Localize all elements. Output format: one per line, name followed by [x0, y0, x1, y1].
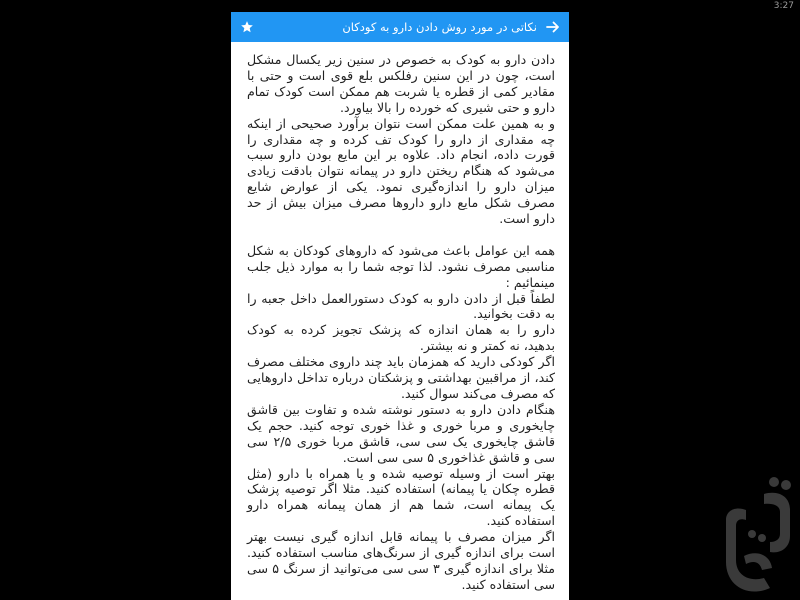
article-paragraph: اگر میزان مصرف با پیمانه قابل اندازه گیری نیست بهتر است برای اندازه گیری از سرنگ‌های مناسب استفاده کنید. مثلا برای اندازه گیری ۳ سی سی می‌توانید از سرنگ ۵ سی سی استفاده کنید. — [247, 529, 555, 592]
bazaar-logo-icon — [716, 476, 798, 596]
status-time: 3:27 — [773, 1, 794, 11]
star-icon — [240, 20, 254, 34]
article-paragraph: همه این عوامل باعث می‌شود که داروهای کودکان به شکل مناسبی مصرف نشود. لذا توجه شما را به موارد ذیل جلب مینمائیم : — [247, 242, 555, 290]
content-scroll-area[interactable] — [231, 42, 569, 600]
paragraph-gap — [247, 227, 555, 243]
arrow-right-icon — [546, 20, 560, 34]
app-bar — [231, 12, 569, 42]
article-paragraph: دادن دارو به کودک به خصوص در سنین زیر یکسال مشکل است، چون در این سنین رفلکس بلع قوی است و حتی با مقادیر کمی از قطره یا شربت هم ممکن است کودک تمام دارو و حتی شیری که خورده را بالا بیاورد. — [247, 52, 555, 115]
back-button[interactable] — [543, 17, 563, 37]
article-paragraph: هنگام دادن دارو به دستور نوشته شده و تفاوت بین قاشق چایخوری و مربا خوری و غذا خوری توجه کنید. حجم یک قاشق چایخوری یک سی سی، قاشق مربا خوری ۲/۵ سی سی و قاشق غذاخوری ۵ سی سی است. — [247, 401, 555, 465]
article-paragraph: لطفاً قبل از دادن دارو به کودک دستورالعمل داخل جعبه را به دقت بخوانید. — [247, 290, 555, 322]
status-bar — [0, 0, 800, 12]
favorite-button[interactable] — [237, 17, 257, 37]
page-title: نکاتی در مورد روش دادن دارو به کودکان — [342, 20, 537, 34]
app-screen — [231, 12, 569, 600]
article-paragraph: بهتر است از وسیله توصیه شده و یا همراه با دارو (مثل قطره چکان یا پیمانه) استفاده کنید. مثلا اگر توصیه پزشک یک پیمانه است، شما هم از همان پیمانه همراه دارو استفاده کنید. — [247, 465, 555, 529]
article-body — [231, 42, 569, 593]
article-paragraph: دارو را به همان اندازه که پزشک تجویز کرده به کودک بدهید، نه کمتر و نه بیشتر. — [247, 322, 555, 354]
article-paragraph: و به همین علت ممکن است نتوان برآورد صحیحی از اینکه چه مقداری از دارو را کودک تف کرده و چه مقداری را قورت داده، انجام داد. علاوه بر این مایع بودن دارو سبب می‌شود که هنگام ریختن دارو در پیمانه نتوان بادقت زیادی میزان دارو را اندازه‌گیری نمود. یکی از عوارض شایع مصرف شکل مایع دارو داروها مصرف میزان بیش از حد دارو است. — [247, 115, 555, 227]
article-paragraph: اگر کودکی دارید که همزمان باید چند داروی مختلف مصرف کند، از مراقبین بهداشتی و پزشکتان درباره تداخل داروهایی که مصرف می‌کند سوال کنید. — [247, 354, 555, 402]
